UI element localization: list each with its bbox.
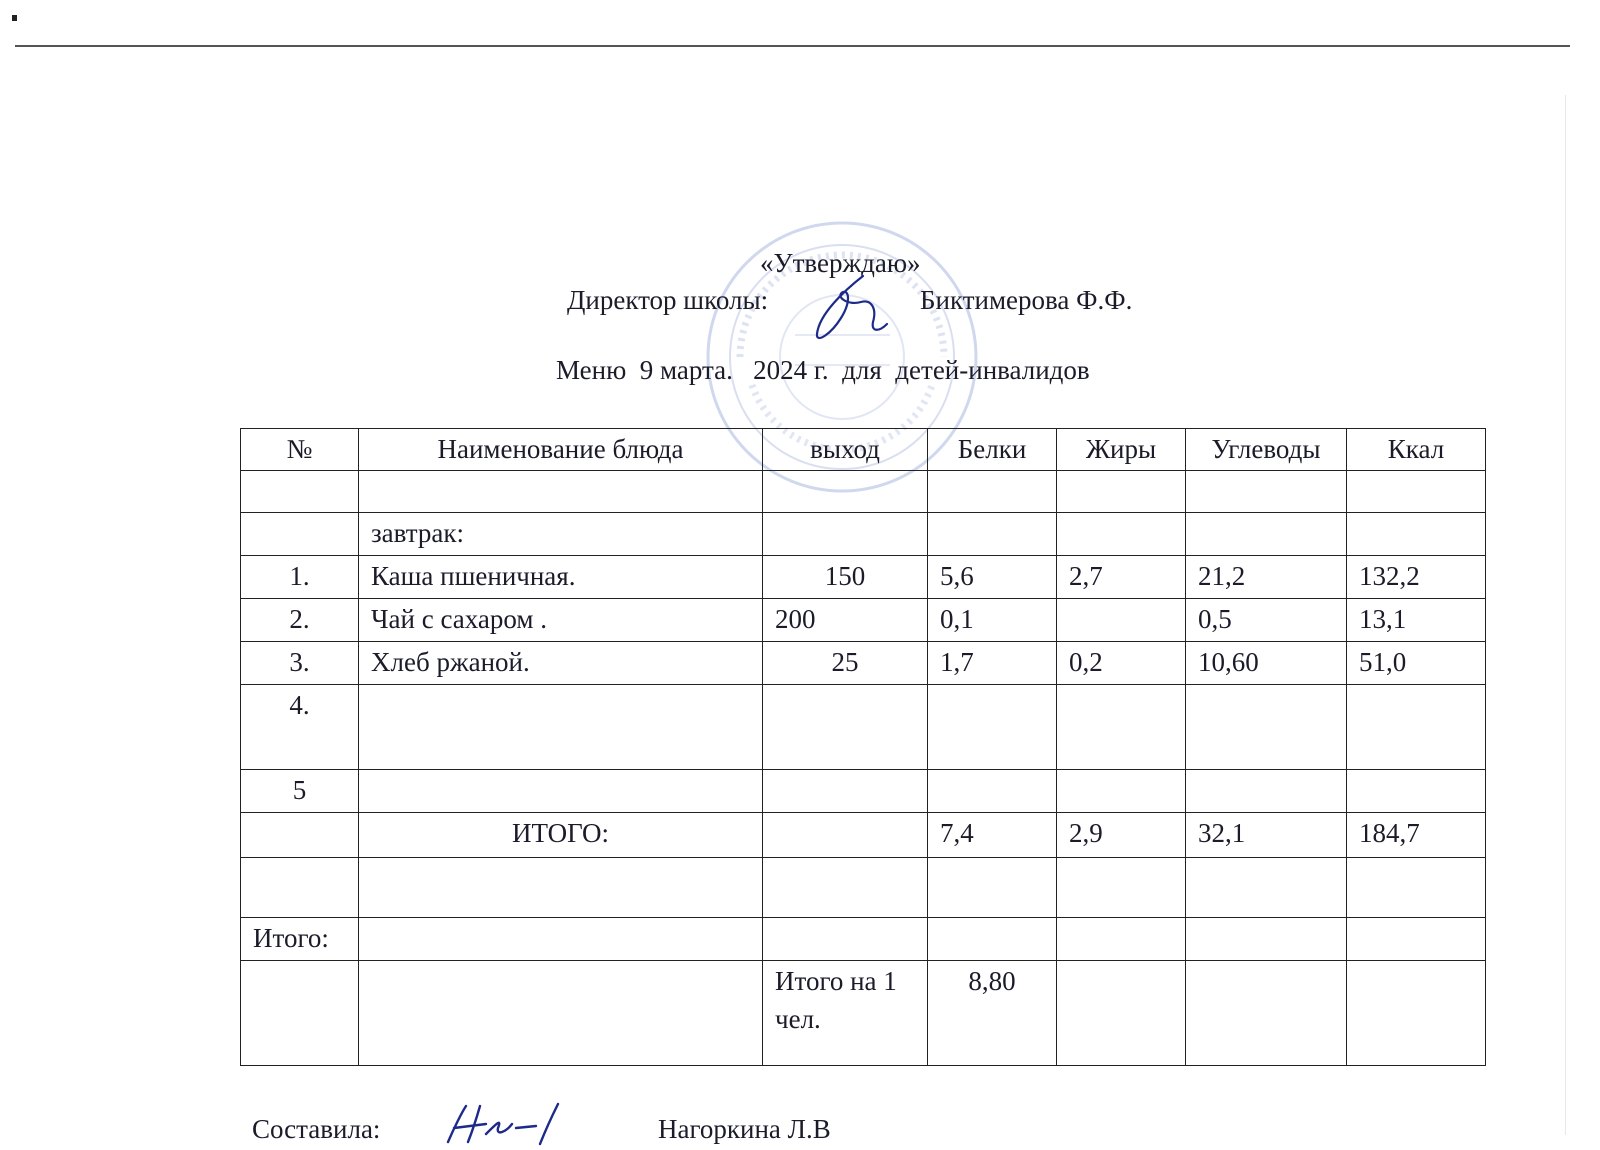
dish-carbs: 21,2	[1186, 556, 1347, 599]
table-row	[241, 556, 1486, 599]
total-carbs: 32,1	[1186, 813, 1347, 858]
section-label: завтрак:	[359, 513, 763, 556]
table-row	[241, 599, 1486, 642]
row-num: 5	[241, 770, 359, 813]
dish-fat: 2,7	[1057, 556, 1186, 599]
composer-name: Нагоркина Л.В	[658, 1114, 831, 1144]
dish-kcal: 51,0	[1347, 642, 1486, 685]
total-label: ИТОГО:	[359, 813, 763, 858]
menu-title: Меню 9 марта. 2024 г. для детей-инвалидов	[556, 355, 1090, 385]
dish-carbs: 0,5	[1186, 599, 1347, 642]
col-header-carbs: Углеводы	[1186, 429, 1347, 471]
row-num: 2.	[241, 599, 359, 642]
scan-mark	[12, 15, 17, 21]
total-kcal: 184,7	[1347, 813, 1486, 858]
row-num: 4.	[241, 685, 359, 770]
dish-name: Каша пшеничная.	[359, 556, 763, 599]
menu-table	[240, 428, 1486, 1066]
dish-kcal: 13,1	[1347, 599, 1486, 642]
itogo-label: Итого:	[241, 918, 359, 961]
row-num: 1.	[241, 556, 359, 599]
dish-carbs: 10,60	[1186, 642, 1347, 685]
dish-protein: 5,6	[928, 556, 1057, 599]
table-row-empty	[241, 471, 1486, 513]
per-person-label: Итого на 1 чел.	[763, 961, 928, 1066]
table-row-per-person	[241, 961, 1486, 1066]
dish-output: 150	[763, 556, 928, 599]
director-label: Директор школы:	[567, 285, 769, 315]
col-header-protein: Белки	[928, 429, 1057, 471]
table-row-empty	[241, 858, 1486, 918]
col-header-num: №	[241, 429, 359, 471]
table-row-total	[241, 813, 1486, 858]
dish-fat	[1057, 599, 1186, 642]
director-name: Биктимерова Ф.Ф.	[920, 285, 1133, 315]
dish-name: Чай с сахаром .	[359, 599, 763, 642]
dish-fat: 0,2	[1057, 642, 1186, 685]
table-row	[241, 642, 1486, 685]
table-row	[241, 770, 1486, 813]
col-header-name: Наименование блюда	[359, 429, 763, 471]
table-row	[241, 685, 1486, 770]
col-header-fat: Жиры	[1057, 429, 1186, 471]
dish-protein: 1,7	[928, 642, 1057, 685]
composer-signature	[440, 1098, 580, 1148]
dish-name: Хлеб ржаной.	[359, 642, 763, 685]
col-header-output: выход	[763, 429, 928, 471]
dish-output: 200	[763, 599, 928, 642]
table-header-row	[241, 429, 1486, 471]
approve-heading: «Утверждаю»	[760, 248, 921, 278]
composer-label: Составила:	[252, 1114, 381, 1144]
total-protein: 7,4	[928, 813, 1057, 858]
table-row-itogo	[241, 918, 1486, 961]
dish-kcal: 132,2	[1347, 556, 1486, 599]
row-num: 3.	[241, 642, 359, 685]
scan-right-edge	[1565, 95, 1566, 1135]
scan-top-line	[15, 45, 1570, 47]
dish-output: 25	[763, 642, 928, 685]
dish-protein: 0,1	[928, 599, 1057, 642]
table-row-section	[241, 513, 1486, 556]
col-header-kcal: Ккал	[1347, 429, 1486, 471]
total-fat: 2,9	[1057, 813, 1186, 858]
director-signature	[805, 272, 900, 347]
per-person-value: 8,80	[928, 961, 1057, 1066]
